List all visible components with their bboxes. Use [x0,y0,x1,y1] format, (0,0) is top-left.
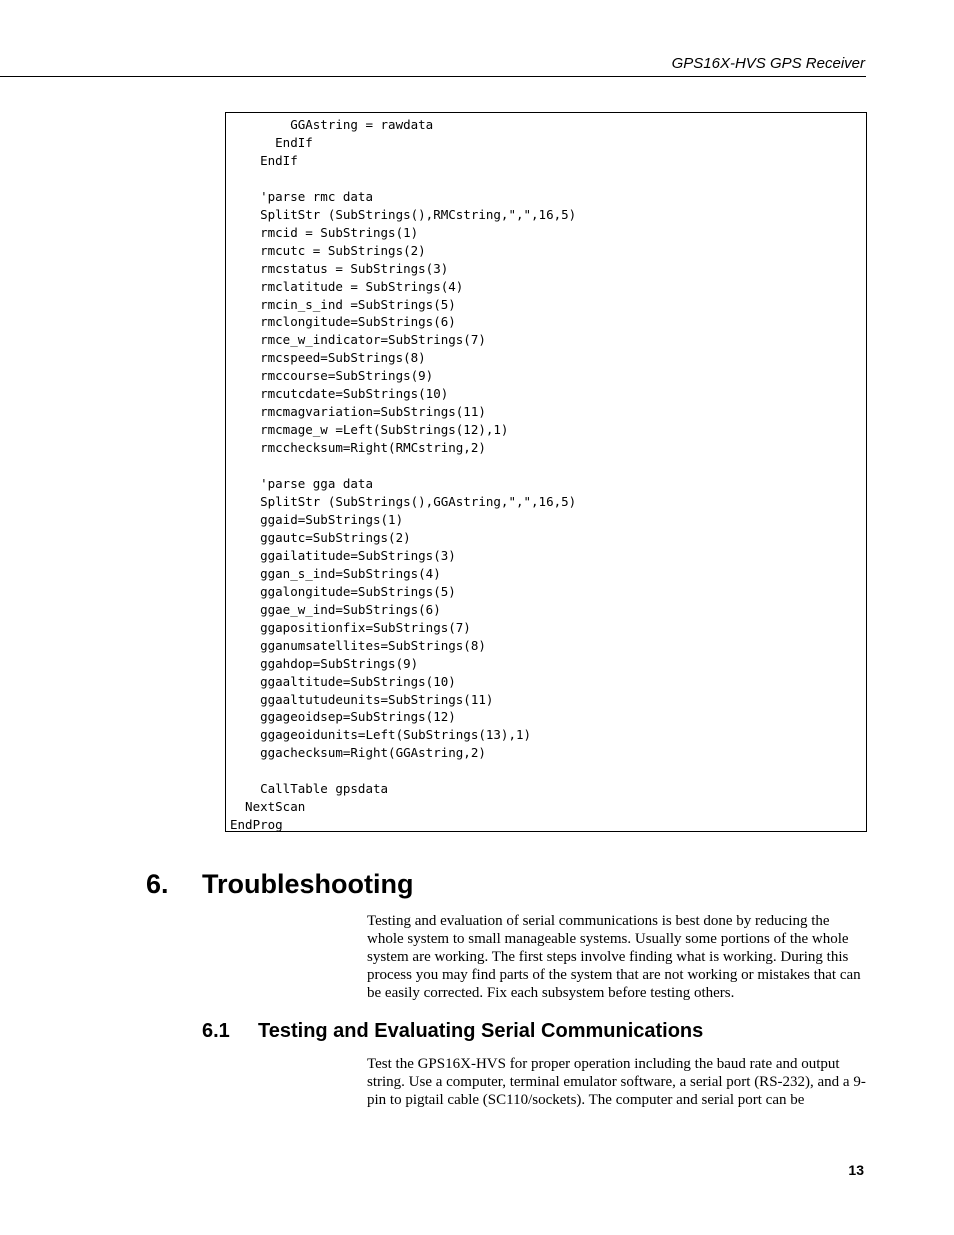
page-number: 13 [848,1162,864,1178]
running-header-title: GPS16X-HVS GPS Receiver [671,55,865,72]
subsection-heading [202,1020,703,1043]
subsection-number: 6.1 [202,1020,230,1042]
code-listing-box [225,112,867,832]
section-title: Troubleshooting [202,869,414,899]
code-listing: GGAstring = rawdata EndIf EndIf 'parse rmc data SplitStr (SubStrings(),RMCstring,",",16,5) rmcid = SubStrings(1) rmcutc = SubStrings(2) rmcstatus = SubStrings(3) rmclatitude = SubStrings(4) rmcin_s_ind =SubStrings(5) rmclongitude=SubStrings(6) rmce_w_indicator=SubStrings(7) rmcspeed=SubStrings(8) rmccourse=SubStrings(9) rmcutcdate=SubStrings(10) rmcmagvariation=SubStrings(11) rmcmage_w =Left(SubStrings(12),1) rmcchecksum=Right(RMCstring,2) 'parse gga data SplitStr (SubStrings(),GGAstring,",",16,5) ggaid=SubStrings(1) ggautc=SubStrings(2) ggailatitude=SubStrings(3) ggan_s_ind=SubStrings(4) ggalongitude=SubStrings(5) ggae_w_ind=SubStrings(6) ggapositionfix=SubStrings(7) gganumsatellites=SubStrings(8) ggahdop=SubStrings(9) ggaaltitude=SubStrings(10) ggaaltutudeunits=SubStrings(11) ggageoidsep=SubStrings(12) ggageoidunits=Left(SubStrings(13),1) ggachecksum=Right(GGAstring,2) CallTable gpsdata NextScan EndProg [230,117,577,833]
header-divider [0,76,866,77]
subsection-paragraph: Test the GPS16X-HVS for proper operation including the baud rate and output string. Use a computer, terminal emulator software, a serial port (RS-232), and a 9-pin to pigtail cable (SC110/sockets). The computer and serial port can be [367,1056,866,1108]
section-heading [146,869,413,900]
section-number: 6. [146,869,169,899]
section-paragraph: Testing and evaluation of serial communications is best done by reducing the whole system to small manageable systems. Usually some portions of the whole system are working. The first steps involve finding what is working. During this process you may find parts of the system that are not working or mistakes that can be easily corrected. Fix each subsystem before testing others. [367,913,861,1001]
subsection-title: Testing and Evaluating Serial Communications [258,1020,704,1042]
